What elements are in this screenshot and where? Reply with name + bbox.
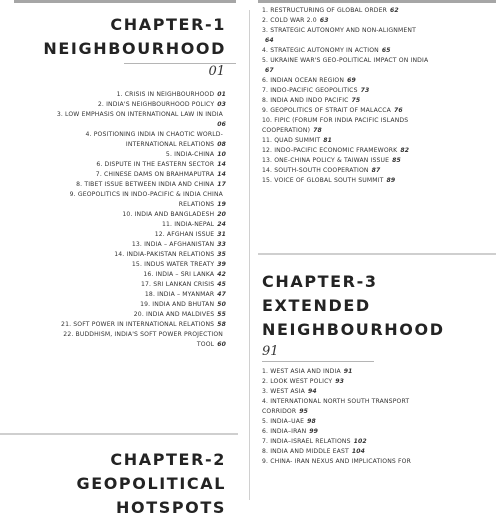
toc-entry-title: 6. DISPUTE IN THE EASTERN SECTOR: [96, 161, 215, 168]
toc-entry: [262, 407, 494, 417]
toc-entry: [262, 6, 494, 16]
toc-entry: [0, 310, 226, 320]
toc-entry-title: INTERNATIONAL RELATIONS: [125, 141, 215, 148]
toc-entry-title: 10. FIPIC (FORUM FOR INDIA PACIFIC ISLANDS: [262, 117, 409, 124]
chapter-2-label: CHAPTER-2: [110, 450, 226, 469]
toc-entry: [0, 130, 226, 140]
toc-entry-title: 18. INDIA – MYANMAR: [144, 291, 215, 298]
chapter-3-divider: [258, 253, 496, 255]
toc-entry-page: 104: [351, 448, 366, 455]
toc-entry: [262, 447, 494, 457]
toc-entry: [0, 330, 226, 340]
toc-entry-title: 22. BUDDHISM, INDIA'S SOFT POWER PROJECTION: [63, 331, 223, 338]
toc-entry-title: 20. INDIA AND MALDIVES: [133, 311, 215, 318]
toc-entry-title: 14. INDIA-PAKISTAN RELATIONS: [114, 251, 215, 258]
toc-entry-title: 1. RESTRUCTURING OF GLOBAL ORDER: [262, 7, 388, 14]
toc-entry-page: 39: [217, 261, 226, 268]
toc-entry: [262, 417, 494, 427]
toc-entry: [0, 210, 226, 220]
chapter-1-heading: [43, 13, 226, 61]
toc-entry-page: 14: [217, 171, 226, 178]
toc-entry-title: 9. GEOPOLITICS IN INDO-PACIFIC & INDIA CHINA: [69, 191, 223, 198]
toc-entry: [0, 220, 226, 230]
toc-entry: [262, 136, 494, 146]
toc-entry-title: 4. POSITIONING INDIA IN CHAOTIC WORLD-: [85, 131, 223, 138]
toc-entry-title: 19. INDIA AND BHUTAN: [140, 301, 215, 308]
chapter-3-label: CHAPTER-3: [262, 272, 378, 291]
toc-entry-page: 08: [217, 141, 226, 148]
left-column: [0, 0, 238, 517]
toc-entry: [262, 146, 494, 156]
toc-entry-title: 9. CHINA- IRAN NEXUS AND IMPLICATIONS FOR: [262, 458, 412, 465]
toc-entry: [0, 280, 226, 290]
toc-entry-title: 8. INDIA AND MIDDLE EAST: [262, 448, 349, 455]
toc-entry-title: 12. AFGHAN ISSUE: [154, 231, 215, 238]
toc-entry-title: 7. INDIA–ISRAEL RELATIONS: [262, 438, 351, 445]
toc-entry: [262, 397, 494, 407]
toc-entry-page: 78: [313, 127, 322, 134]
toc-entry: [262, 367, 494, 377]
toc-entry-title: 4. INTERNATIONAL NORTH SOUTH TRANSPORT: [262, 398, 410, 405]
toc-entry-title: 16. INDIA – SRI LANKA: [143, 271, 215, 278]
toc-entry-title: 3. STRATEGIC AUTONOMY AND NON-ALIGNMENT: [262, 27, 416, 34]
toc-entry-title: 1. WEST ASIA AND INDIA: [262, 368, 341, 375]
toc-entry-title: 3. LOW EMPHASIS ON INTERNATIONAL LAW IN INDIA: [56, 111, 223, 118]
toc-entry-page: 35: [217, 251, 226, 258]
chapter-2-name-line1: GEOPOLITICAL: [76, 474, 226, 493]
toc-entry-page: 65: [381, 47, 391, 54]
toc-entry: [262, 377, 494, 387]
toc-entry: [262, 16, 494, 26]
toc-entry: [262, 156, 494, 166]
toc-entry-page: 55: [217, 311, 226, 318]
toc-entry-title: 2. COLD WAR 2.0: [262, 17, 317, 24]
toc-entry: [0, 320, 226, 330]
toc-entry: [262, 126, 494, 136]
toc-entry: [262, 106, 494, 116]
toc-entry: [262, 116, 494, 126]
toc-entry-title: 7. CHINESE DAMS ON BRAHMAPUTRA: [95, 171, 215, 178]
toc-entry-page: 17: [217, 181, 226, 188]
toc-entry-page: 94: [307, 388, 317, 395]
chapter-2-name-line2: HOTSPOTS: [116, 498, 226, 517]
toc-entry: [0, 340, 226, 350]
toc-entry-title: 7. INDO-PACIFIC GEOPOLITICS: [262, 87, 358, 94]
toc-entry-title: COOPERATION): [262, 127, 311, 134]
toc-entry: [0, 160, 226, 170]
toc-entry: [262, 166, 494, 176]
toc-entry: [0, 250, 226, 260]
toc-entry: [0, 300, 226, 310]
toc-entry: [0, 260, 226, 270]
toc-entry: [262, 66, 494, 76]
toc-entry: [262, 437, 494, 447]
column-divider: [249, 10, 250, 500]
toc-entry-title: 5. UKRAINE WAR'S GEO-POLITICAL IMPACT ON INDIA: [262, 57, 429, 64]
toc-entry: [262, 427, 494, 437]
toc-entry: [0, 90, 226, 100]
toc-entry-title: 2. LOOK WEST POLICY: [262, 378, 333, 385]
toc-entry-title: 17. SRI LANKAN CRISIS: [140, 281, 215, 288]
toc-entry: [0, 290, 226, 300]
toc-entry-page: 64: [265, 37, 274, 44]
chapter-3-name-line2: NEIGHBOURHOOD: [262, 320, 445, 339]
toc-entry-page: 14: [217, 161, 226, 168]
toc-entry-title: RELATIONS: [178, 201, 215, 208]
toc-entry-page: 24: [217, 221, 226, 228]
top-rule-right: [258, 0, 496, 3]
toc-entry-page: 62: [390, 7, 399, 14]
toc-entry-title: 15. INDUS WATER TREATY: [131, 261, 215, 268]
toc-entry-title: 13. INDIA – AFGHANISTAN: [131, 241, 215, 248]
toc-entry-page: 33: [217, 241, 226, 248]
toc-entry-title: 6. INDIA–IRAN: [262, 428, 307, 435]
toc-entry-page: 03: [217, 101, 226, 108]
top-rule: [14, 0, 236, 3]
toc-entry-page: 69: [347, 77, 356, 84]
chapter-3-page-number: 91: [262, 344, 279, 359]
chapter-1-contents: [0, 90, 226, 350]
toc-entry-page: 93: [335, 378, 345, 385]
chapter-3-heading: [262, 270, 445, 342]
chapter-2-heading: [76, 448, 226, 520]
toc-entry-page: 63: [319, 17, 329, 24]
toc-entry-page: 75: [351, 97, 361, 104]
toc-entry-page: 76: [394, 107, 403, 114]
toc-entry-page: 60: [217, 341, 226, 348]
toc-entry-page: 45: [217, 281, 226, 288]
toc-entry-title: 3. WEST ASIA: [262, 388, 305, 395]
toc-entry-page: 102: [353, 438, 367, 445]
toc-entry-title: TOOL: [196, 341, 215, 348]
toc-entry-page: 73: [360, 87, 370, 94]
chapter-3-contents: [262, 367, 494, 467]
toc-entry-page: 10: [217, 151, 226, 158]
toc-entry: [0, 200, 226, 210]
chapter-2-contents: [262, 6, 494, 186]
right-column: [258, 0, 500, 500]
toc-entry-title: 11. QUAD SUMMIT: [262, 137, 321, 144]
toc-entry-title: 8. TIBET ISSUE BETWEEN INDIA AND CHINA: [76, 181, 215, 188]
chapter-3-name-line1: EXTENDED: [262, 296, 371, 315]
toc-entry-title: 5. INDIA-CHINA: [165, 151, 215, 158]
toc-entry: [0, 120, 226, 130]
toc-entry: [262, 36, 494, 46]
toc-entry-page: 91: [343, 368, 353, 375]
toc-entry-title: 2. INDIA'S NEIGHBOURHOOD POLICY: [97, 101, 215, 108]
toc-entry-page: 06: [217, 121, 226, 128]
toc-entry: [262, 387, 494, 397]
toc-entry-title: 21. SOFT POWER IN INTERNATIONAL RELATIONS: [61, 321, 215, 328]
toc-entry-title: 15. VOICE OF GLOBAL SOUTH SUMMIT: [262, 177, 384, 184]
toc-entry: [0, 240, 226, 250]
toc-entry-page: 85: [392, 157, 401, 164]
toc-entry-title: 1. CRISIS IN NEIGHBOURHOOD: [116, 91, 215, 98]
toc-entry-title: 11. INDIA-NEPAL: [162, 221, 215, 228]
toc-entry-page: 20: [217, 211, 226, 218]
toc-entry-page: 31: [217, 231, 226, 238]
toc-entry: [0, 230, 226, 240]
toc-entry-title: 9. GEOPOLITICS OF STRAIT OF MALACCA: [262, 107, 391, 114]
toc-entry: [0, 190, 226, 200]
toc-entry: [0, 170, 226, 180]
toc-entry-page: 82: [400, 147, 410, 154]
chapter-3-rule: [262, 361, 374, 362]
toc-entry-title: 8. INDIA AND INDO PACIFIC: [262, 97, 349, 104]
toc-entry: [262, 26, 494, 36]
toc-entry-title: 6. INDIAN OCEAN REGION: [262, 77, 345, 84]
toc-entry: [0, 140, 226, 150]
toc-entry-page: 01: [217, 91, 226, 98]
chapter-1-name: NEIGHBOURHOOD: [43, 39, 226, 58]
toc-entry-title: 10. INDIA AND BANGLADESH: [122, 211, 215, 218]
toc-entry-page: 47: [217, 291, 226, 298]
toc-entry-page: 67: [265, 67, 274, 74]
toc-entry-page: 19: [217, 201, 226, 208]
toc-entry-page: 81: [323, 137, 333, 144]
toc-entry-title: 13. ONE-CHINA POLICY & TAIWAN ISSUE: [262, 157, 390, 164]
toc-entry-page: 89: [386, 177, 396, 184]
toc-entry-page: 95: [299, 408, 309, 415]
toc-entry-title: 5. INDIA–UAE: [262, 418, 305, 425]
toc-entry: [0, 180, 226, 190]
chapter-1-page-number: 01: [208, 64, 225, 79]
toc-entry: [262, 76, 494, 86]
toc-entry-title: 4. STRATEGIC AUTONOMY IN ACTION: [262, 47, 379, 54]
toc-entry: [0, 100, 226, 110]
toc-entry: [262, 56, 494, 66]
toc-entry-title: CORRIDOR: [262, 408, 297, 415]
toc-entry-page: 87: [371, 167, 381, 174]
toc-entry-title: 14. SOUTH-SOUTH COOPERATION: [262, 167, 369, 174]
chapter-1-label: CHAPTER-1: [110, 15, 226, 34]
toc-entry: [262, 86, 494, 96]
toc-entry-page: 42: [217, 271, 226, 278]
toc-entry-page: 99: [309, 428, 319, 435]
toc-entry-page: 98: [307, 418, 316, 425]
toc-entry: [262, 457, 494, 467]
toc-entry: [262, 46, 494, 56]
toc-entry-page: 58: [217, 321, 226, 328]
toc-entry-page: 50: [217, 301, 226, 308]
chapter-2-divider: [0, 433, 238, 435]
toc-entry: [0, 150, 226, 160]
toc-entry: [0, 270, 226, 280]
toc-entry-title: 12. INDO-PACIFIC ECONOMIC FRAMEWORK: [262, 147, 398, 154]
toc-entry: [0, 110, 226, 120]
toc-entry: [262, 176, 494, 186]
toc-entry: [262, 96, 494, 106]
